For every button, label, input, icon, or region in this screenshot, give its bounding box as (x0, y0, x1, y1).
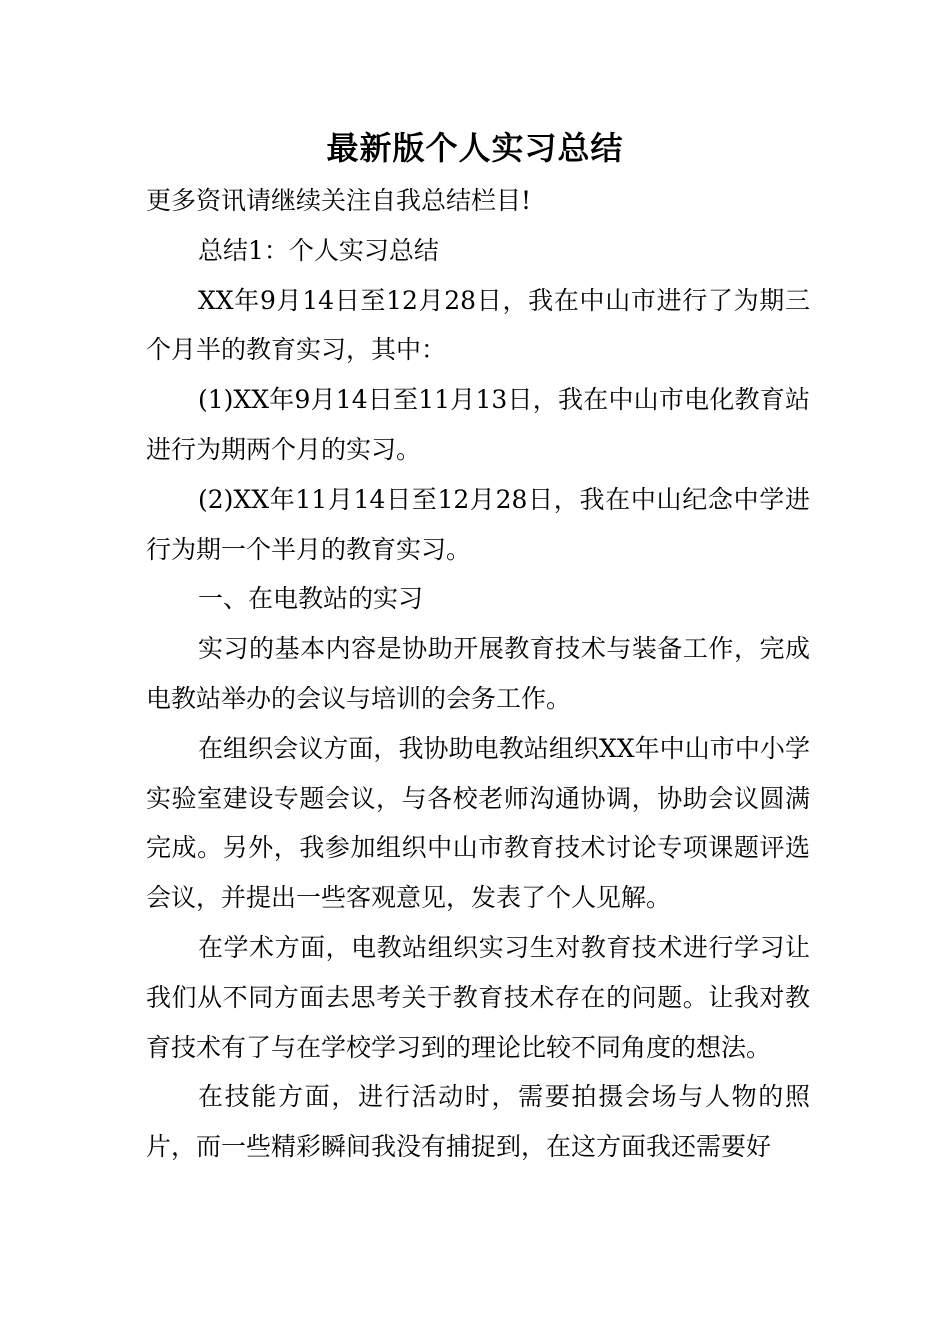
paragraph: (1)XX年9月14日至11月13日，我在中山市电化教育站进行为期两个月的实习。 (146, 385, 810, 464)
document-body (146, 176, 810, 1172)
paragraph: 在组织会议方面，我协助电教站组织XX年中山市中小学实验室建设专题会议，与各校老师沟通协调，协助会议圆满完成。另外，我参加组织中山市教育技术讨论专项课题评选会议，并提出一些客观意见，发表了个人见解。 (146, 733, 810, 913)
paragraph: 总结1：个人实习总结 (198, 235, 439, 265)
paragraph: 实习的基本内容是协助开展教育技术与装备工作，完成电教站举办的会议与培训的会务工作。 (146, 634, 810, 713)
paragraph: 更多资讯请继续关注自我总结栏目! (146, 186, 532, 215)
paragraph: 在技能方面，进行活动时，需要拍摄会场与人物的照片，而一些精彩瞬间我没有捕捉到，在这方面我还需要好 (146, 1082, 810, 1162)
paragraph: (2)XX年11月14日至12月28日，我在中山纪念中学进行为期一个半月的教育实习。 (146, 484, 810, 564)
section-heading: 一、在电教站的实习 (198, 584, 424, 614)
paragraph: XX年9月14日至12月28日，我在中山市进行了为期三个月半的教育实习，其中： (146, 285, 810, 365)
paragraph: 在学术方面，电教站组织实习生对教育技术进行学习让我们从不同方面去思考关于教育技术存在的问题。让我对教育技术有了与在学校学习到的理论比较不同角度的想法。 (146, 932, 810, 1062)
document-title: 最新版个人实习总结 (326, 129, 624, 167)
